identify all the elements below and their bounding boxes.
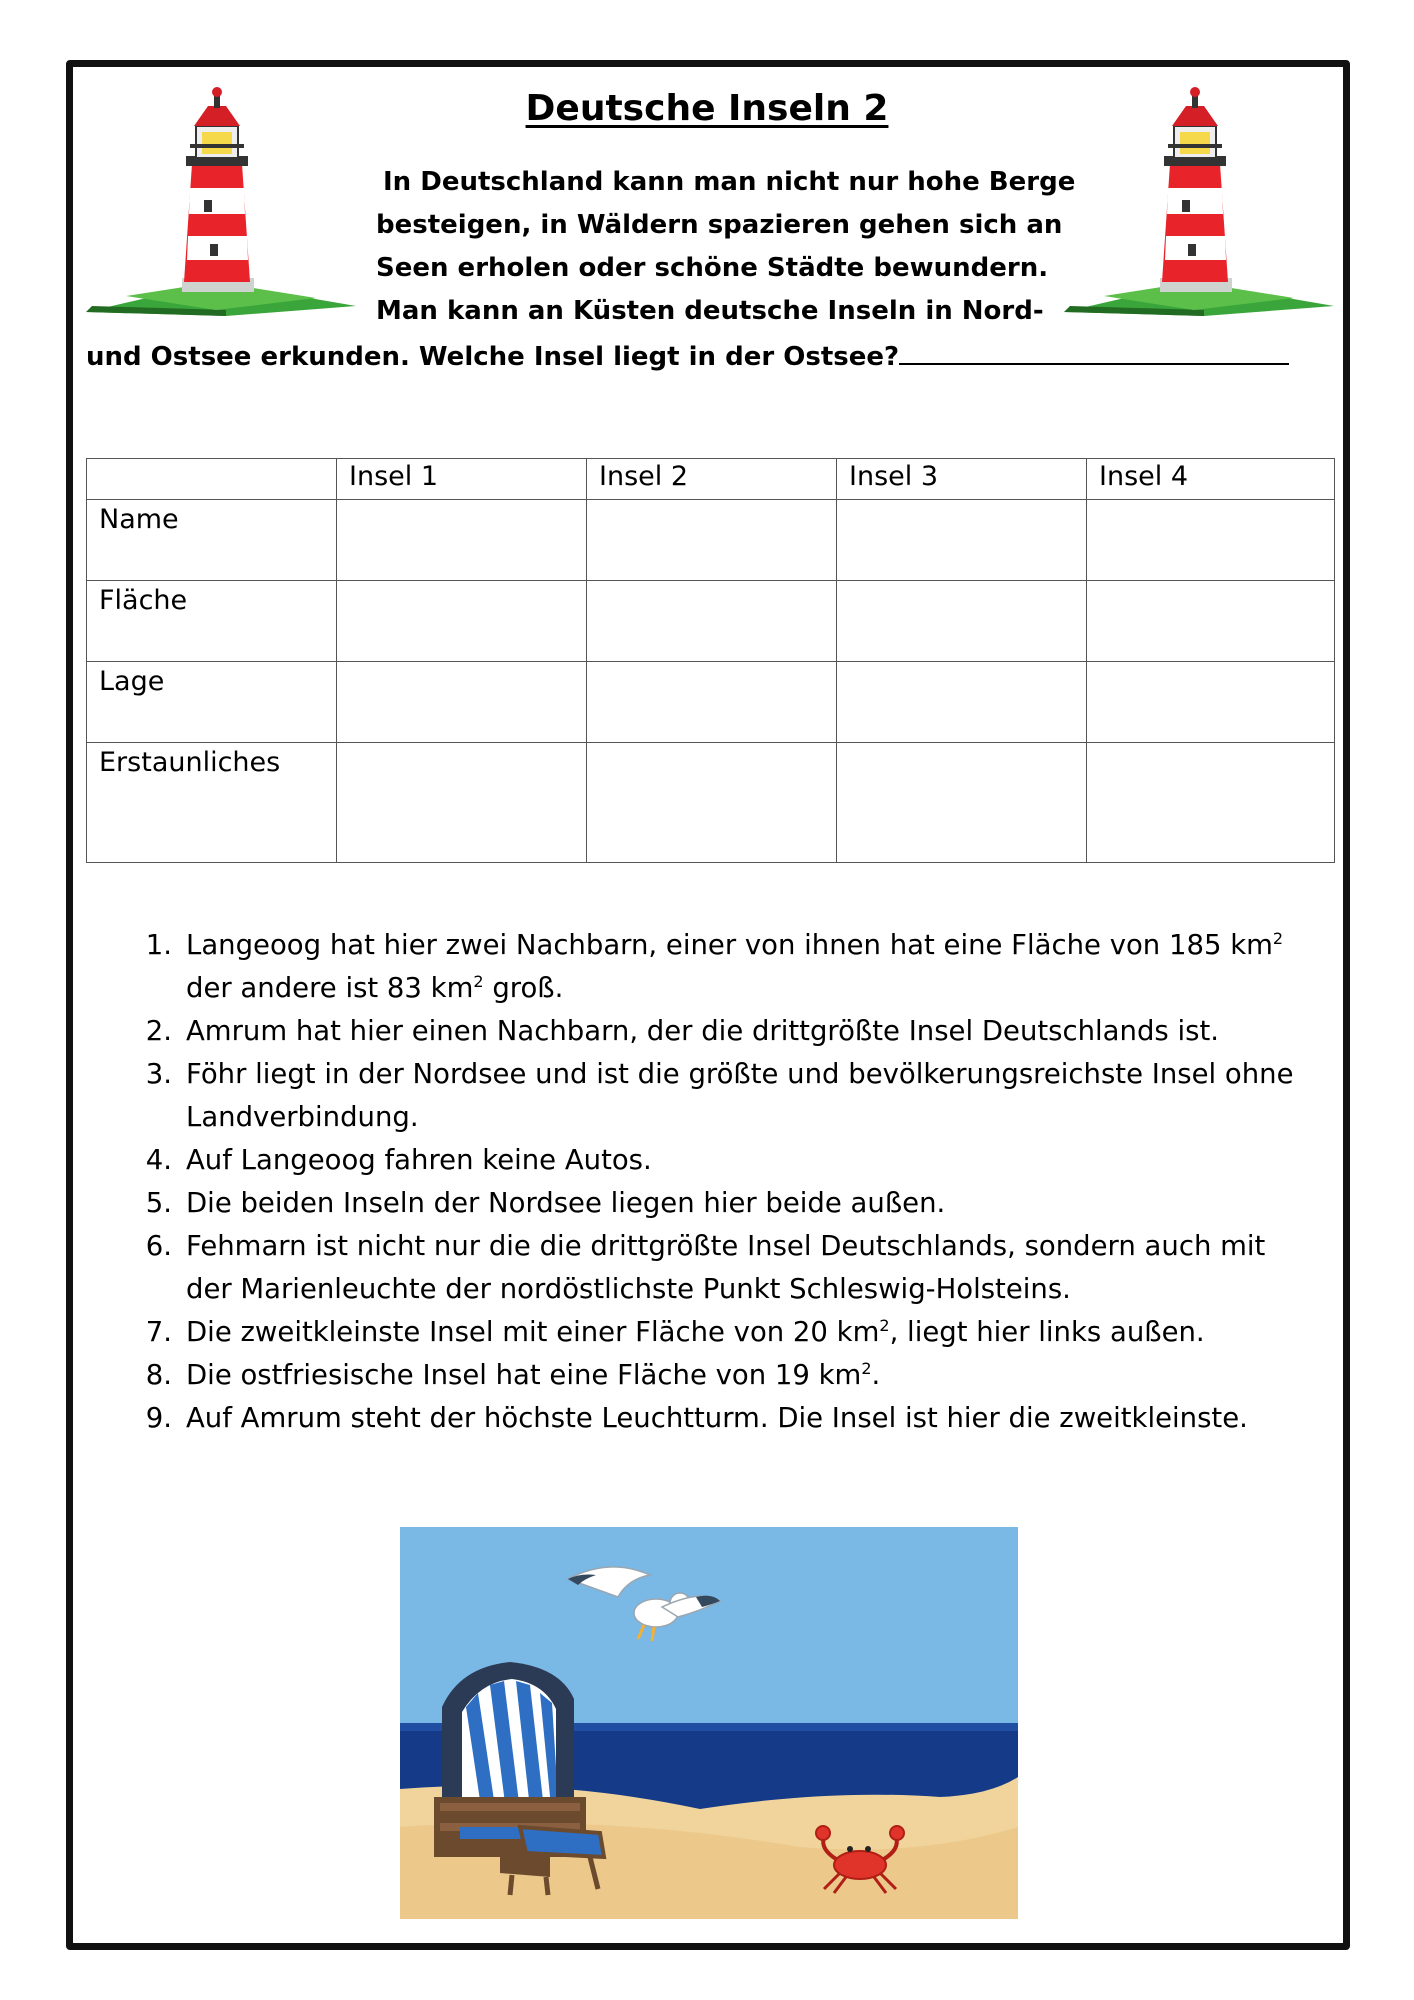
cell-name-2[interactable] [587, 500, 837, 581]
clue-item-1: 1. Langeoog hat hier zwei Nachbarn, einer von ihnen hat eine Fläche von 185 $km^2$ der andere ist 83 $km^2$ groß. [145, 928, 1284, 1004]
answer-line[interactable] [899, 339, 1289, 365]
cell-name-1[interactable] [337, 500, 587, 581]
cell-flaeche-3[interactable] [837, 581, 1087, 662]
islands-table [86, 458, 1335, 863]
clue-item-6: 6. Fehmarn ist nicht nur die die drittgrößte Insel Deutschlands, sondern auch mit der Marienleuchte der nordöstlichste Punkt Schleswig-Holsteins. [145, 1230, 1266, 1305]
cell-erstaunliches-3[interactable] [837, 743, 1087, 863]
cell-flaeche-2[interactable] [587, 581, 837, 662]
clue-item-8: 8. Die ostfriesische Insel hat eine Fläche von 19 $km^2$. [145, 1358, 881, 1391]
page-title: Deutsche Inseln 2 [525, 88, 889, 129]
header-insel-4: Insel 4 [1087, 459, 1335, 500]
header-blank [87, 459, 337, 500]
clue-item-2: 2. Amrum hat hier einen Nachbarn, der die drittgrößte Insel Deutschlands ist. [145, 1015, 1219, 1047]
cell-name-3[interactable] [837, 500, 1087, 581]
cell-flaeche-1[interactable] [337, 581, 587, 662]
header-insel-3: Insel 3 [837, 459, 1087, 500]
intro-line-3: Seen erholen oder schöne Städte bewundern. [376, 253, 1049, 283]
row-label-lage: Lage [87, 662, 337, 743]
header-insel-1: Insel 1 [337, 459, 587, 500]
intro-line-4: Man kann an Küsten deutsche Inseln in Nord- [376, 296, 1044, 326]
clue-item-7: 7. Die zweitkleinste Insel mit einer Fläche von 20 $km^2$, liegt hier links außen. [145, 1315, 1205, 1348]
cell-erstaunliches-2[interactable] [587, 743, 837, 863]
clue-item-5: 5. Die beiden Inseln der Nordsee liegen hier beide außen. [145, 1187, 946, 1219]
clue-item-9: 9. Auf Amrum steht der höchste Leuchtturm. Die Insel ist hier die zweitkleinste. [145, 1402, 1248, 1434]
cell-name-4[interactable] [1087, 500, 1335, 581]
cell-flaeche-4[interactable] [1087, 581, 1335, 662]
cell-lage-2[interactable] [587, 662, 837, 743]
row-label-flaeche: Fläche [87, 581, 337, 662]
cell-lage-3[interactable] [837, 662, 1087, 743]
row-label-name: Name [87, 500, 337, 581]
cell-lage-1[interactable] [337, 662, 587, 743]
intro-question [86, 339, 1289, 372]
intro-line-2: besteigen, in Wäldern spazieren gehen sich an [376, 210, 1063, 240]
clue-item-4: 4. Auf Langeoog fahren keine Autos. [145, 1144, 652, 1176]
header-insel-2: Insel 2 [587, 459, 837, 500]
clue-item-3: 3. Föhr liegt in der Nordsee und ist die größte und bevölkerungsreichste Insel ohne Landverbindung. [145, 1058, 1294, 1133]
cell-lage-4[interactable] [1087, 662, 1335, 743]
cell-erstaunliches-1[interactable] [337, 743, 587, 863]
row-label-erstaunliches: Erstaunliches [87, 743, 337, 863]
intro-line-1: In Deutschland kann man nicht nur hohe Berge [383, 167, 1076, 197]
beach-scene-image [400, 1527, 1018, 1919]
intro-line-5: und Ostsee erkunden. Welche Insel liegt in der Ostsee? [86, 342, 900, 372]
cell-erstaunliches-4[interactable] [1087, 743, 1335, 863]
clue-list [128, 924, 1298, 1440]
